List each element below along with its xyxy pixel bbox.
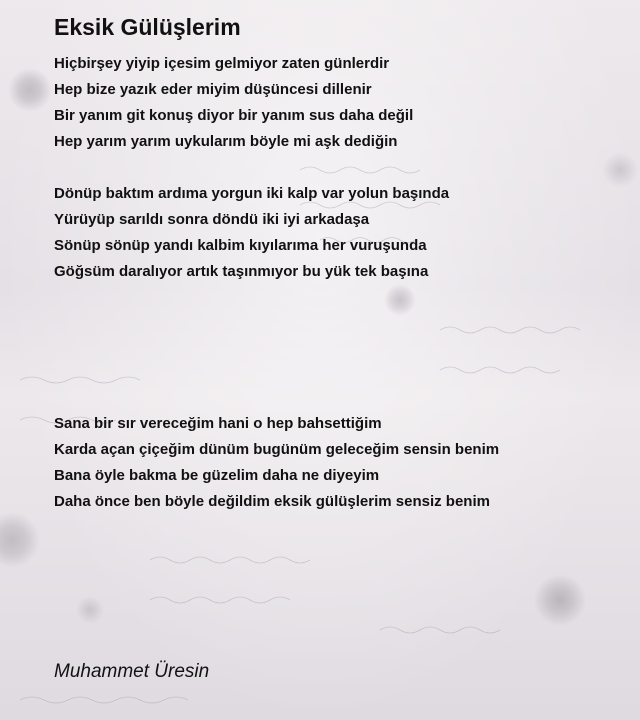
poem-line: Daha önce ben böyle değildim eksik gülüşlerim sensiz benim [54,493,490,510]
poem-line: Bir yanım git konuş diyor bir yanım sus daha değil [54,107,414,124]
poem-line: Göğsüm daralıyor artık taşınmıyor bu yük tek başına [54,263,429,280]
poem-line: Bana öyle bakma be güzelim daha ne diyeyim [54,467,380,484]
poem-author: Muhammet Üresin [54,661,210,682]
poem-line: Sana bir sır vereceğim hani o hep bahsettiğim [54,415,382,432]
poem-line: Yürüyüp sarıldı sonra döndü iki iyi arkadaşa [54,211,370,228]
poem-line: Karda açan çiçeğim dünüm bugünüm geleceğim sensin benim [54,441,500,458]
poem-line: Hiçbirşey yiyip içesim gelmiyor zaten günlerdir [54,55,390,72]
poem-line: Sönüp sönüp yandı kalbim kıyılarıma her vuruşunda [54,237,427,254]
stanza-1 [54,51,413,155]
poem-line: Hep bize yazık eder miyim düşüncesi dillenir [54,81,372,98]
poem-container [54,10,624,510]
poem-title: Eksik Gülüşlerim [54,14,241,40]
poem-line: Dönüp baktım ardıma yorgun iki kalp var yolun başında [54,185,450,202]
stanza-3 [54,411,499,515]
poem-line: Hep yarım yarım uykularım böyle mi aşk dediğin [54,133,398,150]
stanza-2 [54,181,449,285]
